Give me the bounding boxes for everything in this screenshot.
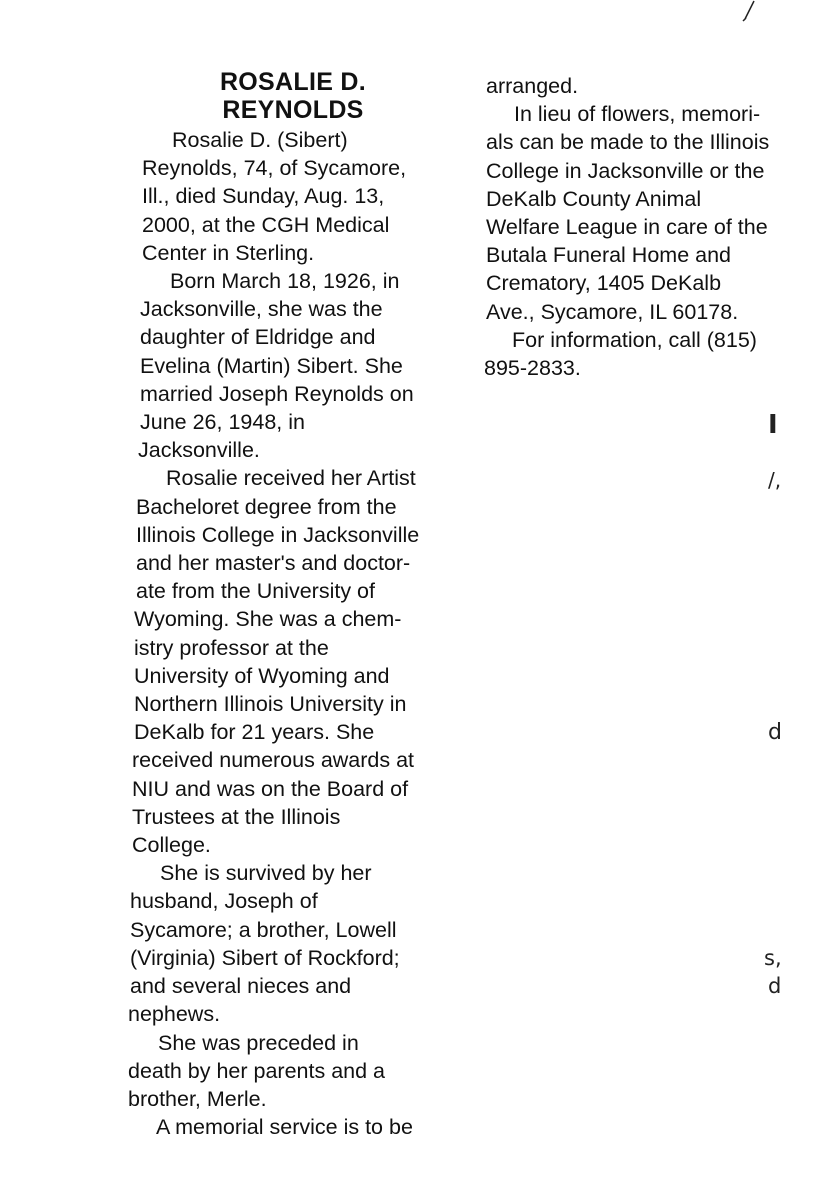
text-line: 895-2833. [484,356,581,381]
text-line: nephews. [128,1002,221,1027]
text-line: She was preceded in [158,1030,359,1055]
text-line: Butala Funeral Home and [486,243,732,268]
text-line: College. [132,833,211,858]
text-line: Illinois College in Jacksonville [136,522,420,547]
text-line: Crematory, 1405 DeKalb [486,271,722,296]
text-line: Rosalie D. (Sibert) [172,128,348,152]
text-line: brother, Merle. [128,1086,267,1111]
text-line: College in Jacksonville or the [486,158,765,183]
text-line: DeKalb for 21 years. She [134,720,375,745]
text-line: Ave., Sycamore, IL 60178. [486,299,739,324]
text-line: married Joseph Reynolds on [140,381,414,406]
text-line: Northern Illinois University in [134,692,407,717]
edge-fragment: /, [768,468,782,492]
text-line: Wyoming. She was a chem- [134,607,402,632]
headline-line-1: ROSALIE D. [219,68,367,96]
text-line: arranged. [486,74,579,98]
text-line: istry professor at the [134,635,329,660]
text-line: husband, Joseph of [130,889,318,914]
text-line: Sycamore; a brother, Lowell [130,917,397,942]
edge-fragment: I [768,410,778,440]
text-line: Jacksonville, she was the [140,297,383,322]
text-line: Ill., died Sunday, Aug. 13, [142,184,385,209]
edge-fragment: d [768,974,782,998]
text-line: Rosalie received her Artist [166,466,416,491]
obituary-headline [128,68,458,124]
obituary-body-left [128,126,458,1141]
text-line: DeKalb County Animal [486,186,702,211]
text-line: daughter of Eldridge and [140,325,376,350]
text-line: ate from the University of [136,579,375,604]
text-line: and several nieces and [130,974,352,999]
text-line: and her master's and doctor- [136,551,411,576]
text-line: death by her parents and a [128,1058,385,1083]
text-line: In lieu of flowers, memori- [514,102,761,127]
text-line: als can be made to the Illinois [486,130,770,155]
text-line: Evelina (Martin) Sibert. She [140,353,403,378]
text-line: Jacksonville. [138,438,260,463]
text-line: Reynolds, 74, of Sycamore, [142,156,407,181]
obituary-body-right [482,72,802,382]
text-line: University of Wyoming and [134,663,390,688]
text-line: Welfare League in care of the [486,215,768,240]
text-line: A memorial service is to be [156,1115,413,1140]
text-line: received numerous awards at [132,748,415,773]
text-line: For information, call (815) [512,327,757,352]
text-line: Born March 18, 1926, in [170,269,400,294]
text-line: Trustees at the Illinois [132,804,341,829]
text-line: NIU and was on the Board of [132,776,409,801]
headline-line-2: REYNOLDS [222,96,364,124]
text-line: Bacheloret degree from the [136,494,397,519]
text-line: June 26, 1948, in [140,410,305,435]
obituary-right-column [482,72,802,382]
edge-fragment: s, [764,946,782,970]
pen-stroke-mark [742,0,756,22]
text-line: 2000, at the CGH Medical [142,212,390,237]
text-line: She is survived by her [160,861,372,886]
obituary-left-column [128,68,458,1141]
text-line: Center in Sterling. [142,240,315,265]
edge-fragment: d [768,720,782,745]
text-line: (Virginia) Sibert of Rockford; [130,945,400,970]
